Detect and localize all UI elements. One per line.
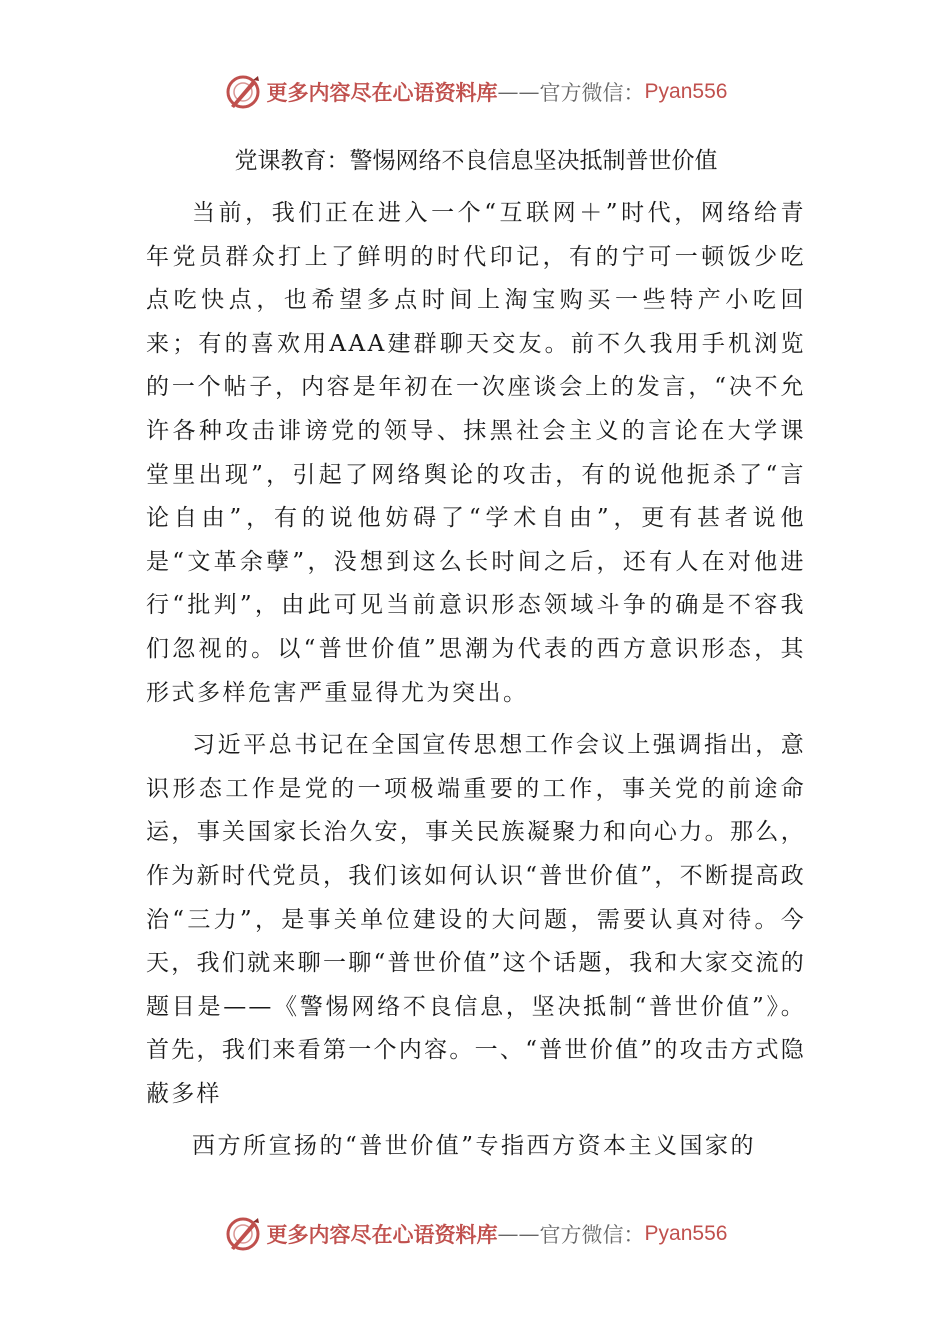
paragraph-2: 习近平总书记在全国宣传思想工作会议上强调指出，意识形态工作是党的一项极端重要的工作，事关党的前途命运，事关国家长治久安，事关民族凝聚力和向心力。那么，作为新时代党员，我们该如何认识“普世价值”，不断提高政治“三力”，是事关单位建设的大问题，需要认真对待。今天，我们就来聊一聊“普世价值”这个话题，我和大家交流的题目是——《警惕网络不良信息，坚决抵制“普世价值”》。首先，我们来看第一个内容。一、“普世价值”的攻击方式隐蔽多样	[146, 732, 806, 1107]
banner-dash: ——	[497, 80, 540, 104]
banner-wechat-id: Pyan556	[644, 80, 728, 103]
banner-main-text: 更多内容尽在心语资料库	[266, 1222, 498, 1247]
paragraph-3: 西方所宣扬的“普世价值”专指西方资本主义国家的	[192, 1133, 757, 1160]
document-body	[146, 138, 806, 1178]
banner-wechat-label: 官方微信：	[539, 81, 645, 105]
paragraph-1: 当前，我们正在进入一个“互联网＋”时代，网络给青年党员群众打上了鲜明的时代印记，有的宁可一顿饭少吃点吃快点，也希望多点时间上淘宝购买一些特产小吃回来；有的喜欢用AAA建群聊天交友。前不久我用手机浏览的一个帖子，内容是年初在一次座谈会上的发言，“决不允许各种攻击诽谤党的领导、抹黑社会主义的言论在大学课堂里出现”，引起了网络舆论的攻击，有的说他扼杀了“言论自由”，有的说他妨碍了“学术自由”，更有甚者说他是“文革余孽”，没想到这么长时间之后，还有人在对他进行“批判”，由此可见当前意识形态领域斗争的确是不容我们忽视的。以“普世价值”思潮为代表的西方意识形态，其形式多样危害严重显得尤为突出。	[146, 200, 806, 706]
banner-wechat-label: 官方微信：	[539, 1223, 645, 1247]
banner-main-text: 更多内容尽在心语资料库	[266, 80, 498, 105]
banner-dash: ——	[497, 1222, 540, 1246]
pen-logo-icon	[223, 72, 263, 112]
pen-logo-icon	[223, 1214, 263, 1254]
banner-wechat-id: Pyan556	[644, 1222, 728, 1245]
document-title: 党课教育：警惕网络不良信息坚决抵制普世价值	[234, 148, 718, 174]
header-watermark-banner	[0, 70, 950, 114]
footer-watermark-banner	[0, 1212, 950, 1256]
